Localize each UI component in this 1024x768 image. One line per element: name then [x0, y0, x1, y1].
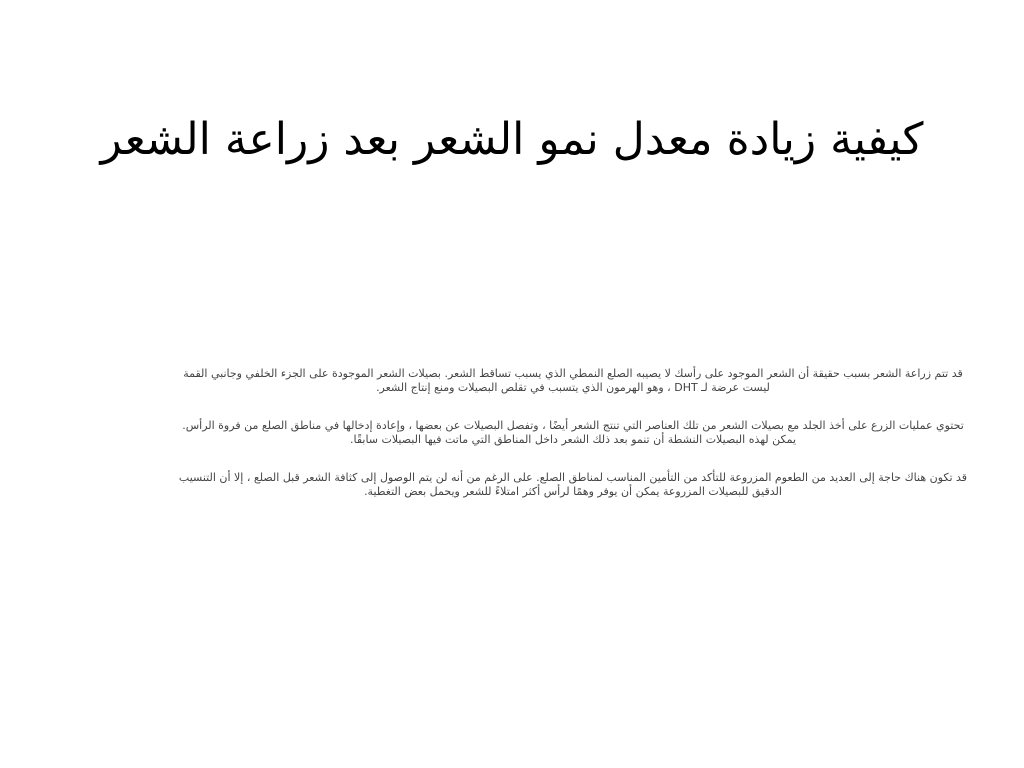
paragraph: تحتوي عمليات الزرع على أخذ الجلد مع بصيلات الشعر من تلك العناصر التي تنتج الشعر أيضًا ، وتفصل البصيلات عن بعضها ، وإعادة إدخالها في مناطق الصلع من فروة الرأس. يمكن لهذه البصيلات النشطة أن تنمو بعد ذلك الشعر داخل المناطق التي ماتت فيها البصيلات سابقًا.: [182, 419, 964, 446]
slide-body: [170, 367, 976, 523]
paragraph: قد تتم زراعة الشعر بسبب حقيقة أن الشعر الموجود على رأسك لا يصيبه الصلع النمطي الذي يسبب تساقط الشعر. بصيلات الشعر الموجودة على الجزء الخلفي وجانبي القمة ليست عرضة لـ DHT ، وهو الهرمون الذي يتسبب في تقلص البصيلات ومنع إنتاج الشعر.: [183, 367, 963, 394]
paragraph: قد تكون هناك حاجة إلى العديد من الطعوم المزروعة للتأكد من التأمين المناسب لمناطق الصلع. على الرغم من أنه لن يتم الوصول إلى كثافة الشعر قبل الصلع ، إلا أن التنسيب الدقيق للبصيلات المزروعة يمكن أن يوفر وهمًا لرأس أكثر امتلاءً للشعر ويحمل بعض التغطية.: [178, 471, 968, 498]
slide-title: كيفية زيادة معدل نمو الشعر بعد زراعة الشعر: [100, 114, 924, 165]
